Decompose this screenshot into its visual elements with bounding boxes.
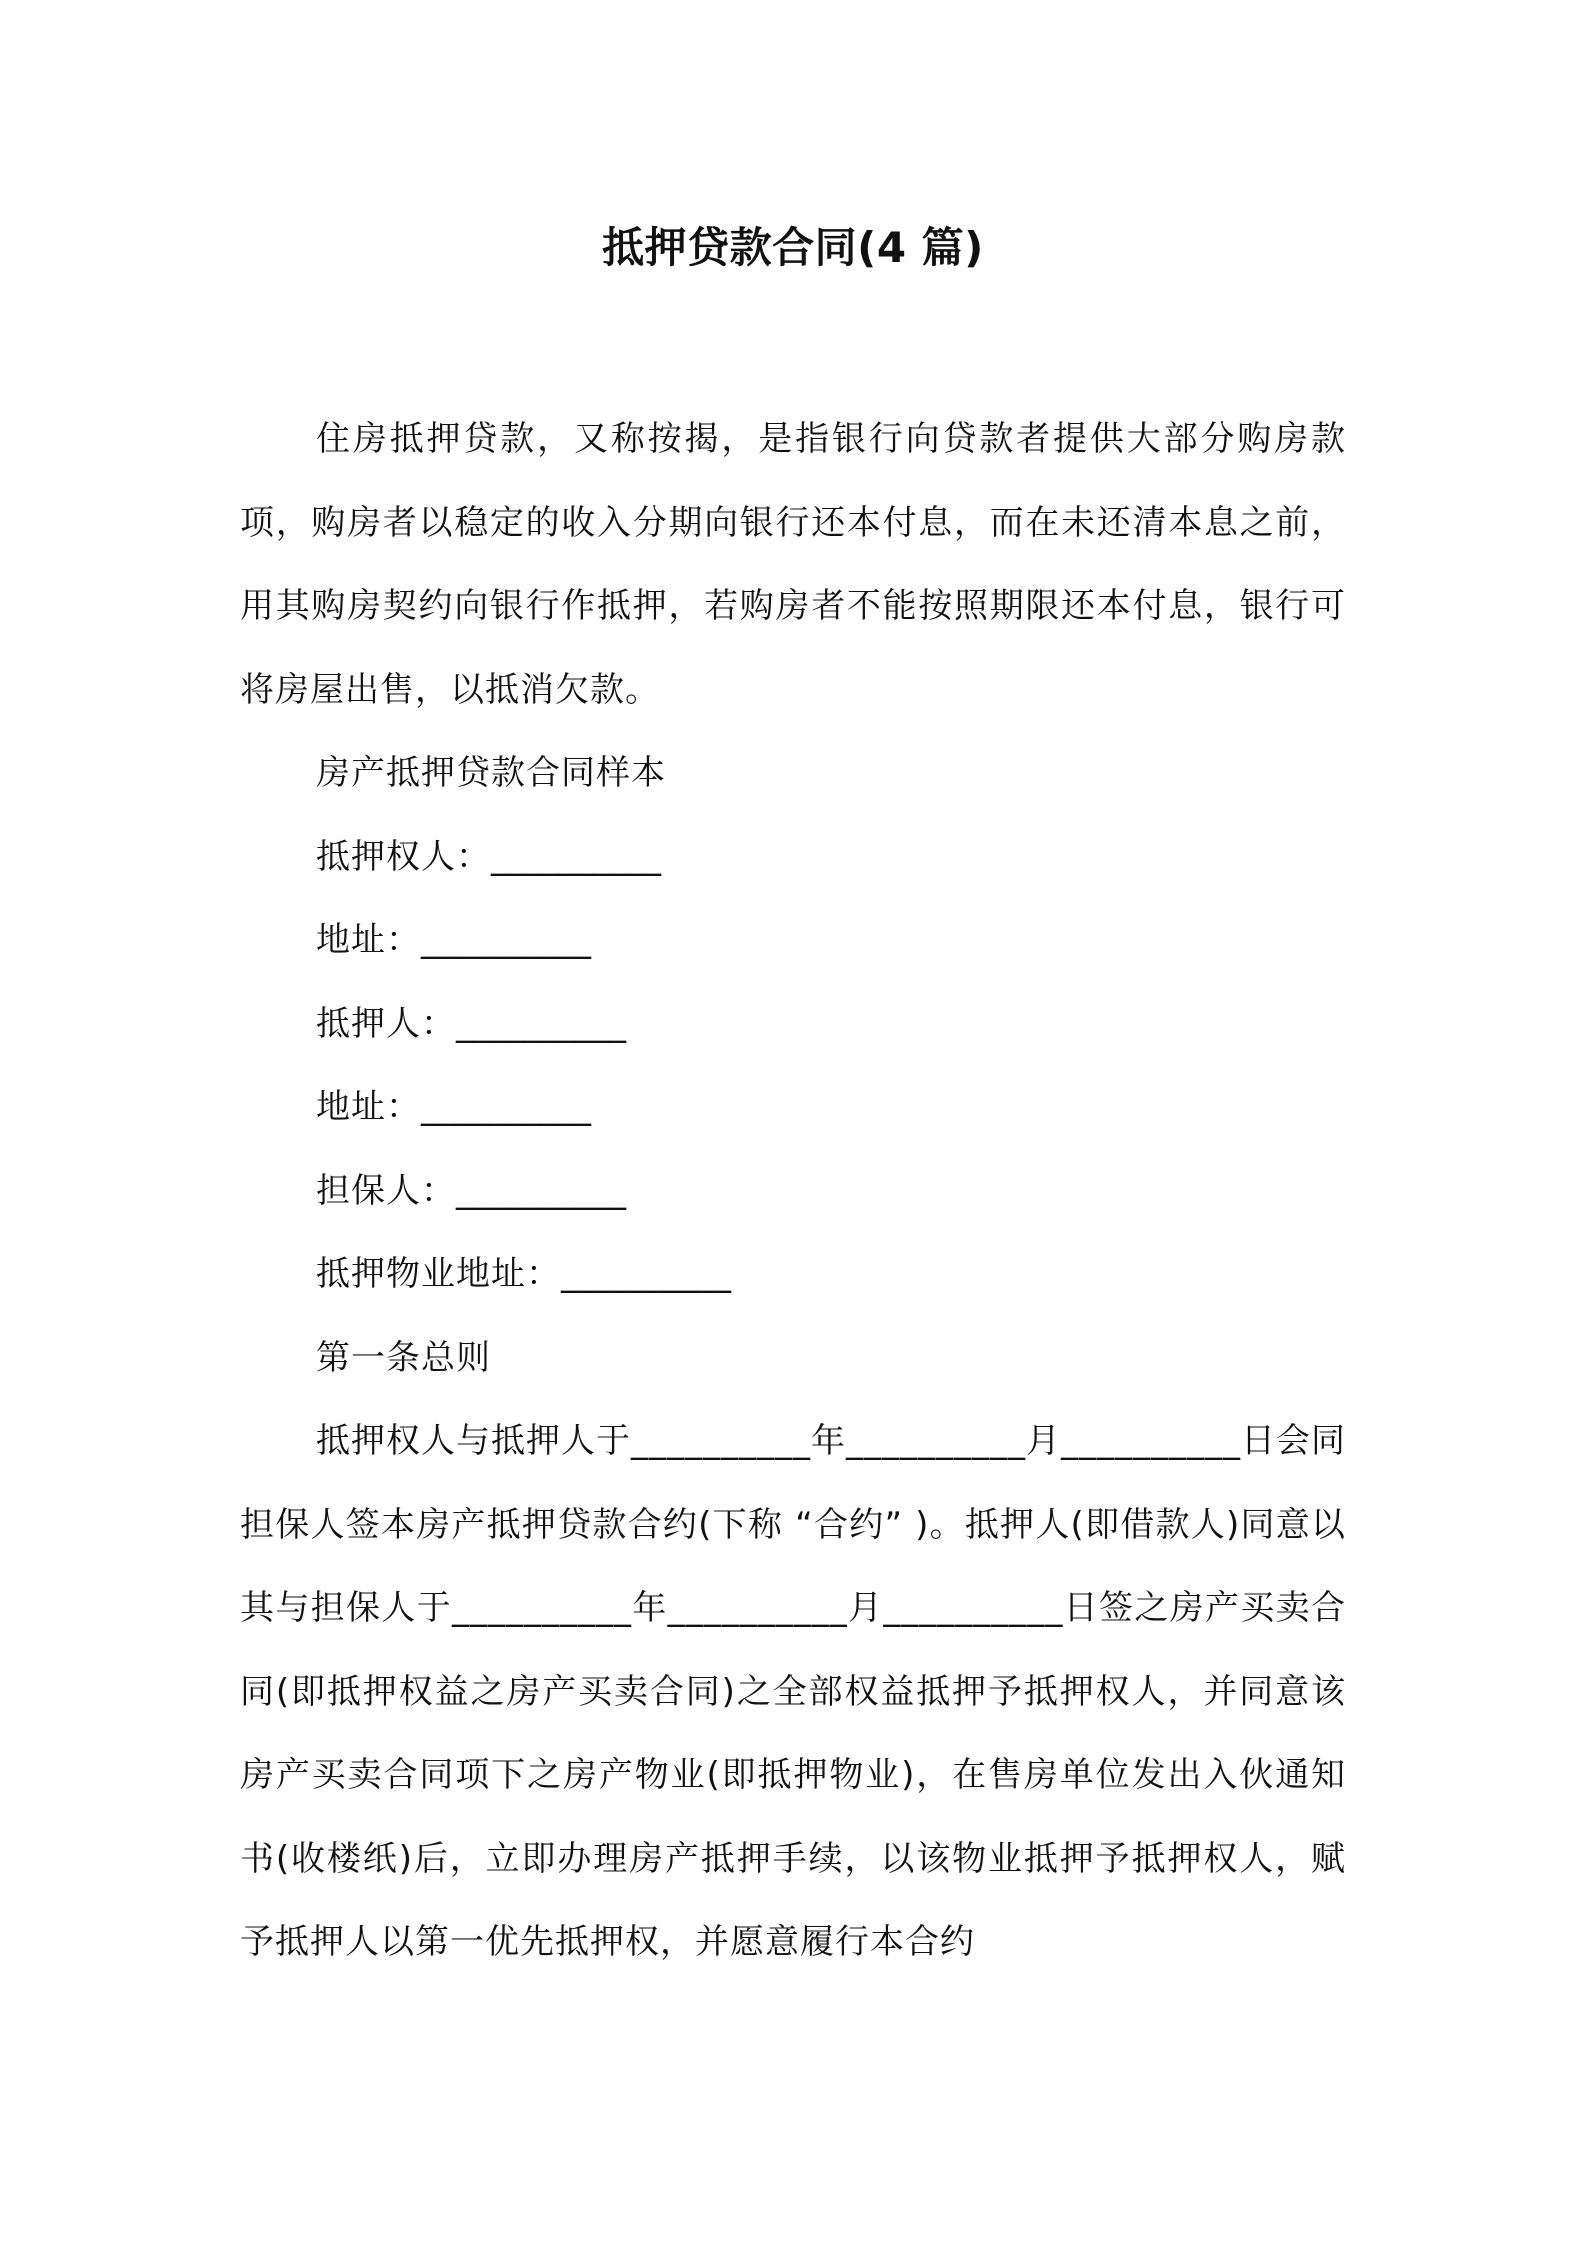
document-body [240, 398, 1346, 1985]
article-heading: 第一条总则 [316, 1337, 491, 1378]
document-title: 抵押贷款合同(4 篇) [602, 223, 984, 272]
field-label: 担保人： [316, 1170, 456, 1211]
field-mortgagor [240, 983, 1346, 1067]
field-guarantor [240, 1150, 1346, 1234]
field-mortgagee [240, 816, 1346, 900]
fill-blank: __________ [456, 1003, 626, 1044]
field-label: 抵押物业地址： [316, 1254, 561, 1294]
field-property-address [240, 1233, 1346, 1317]
sample-heading: 房产抵押贷款合同样本 [316, 753, 666, 793]
fill-blank: __________ [421, 920, 591, 960]
field-label: 地址： [316, 920, 421, 960]
fill-blank: __________ [421, 1087, 591, 1127]
field-mortgagee-address [240, 899, 1346, 983]
intro-paragraph: 住房抵押贷款，又称按揭，是指银行向贷款者提供大部分购房款项，购房者以稳定的收入分期向银行还本付息，而在未还清本息之前，用其购房契约向银行作抵押，若购房者不能按照期限还本付息，银行可将房屋出售，以抵消欠款。 [240, 419, 1346, 710]
fill-blank: __________ [561, 1254, 731, 1294]
fill-blank: __________ [456, 1170, 626, 1211]
fill-blank: __________ [491, 836, 661, 877]
field-mortgagor-address [240, 1066, 1346, 1150]
field-label: 抵押权人： [316, 836, 491, 877]
article-paragraph: 抵押权人与抵押人于__________年__________月__________日会同担保人签本房产抵押贷款合约(下称 “合约” )。抵押人(即借款人)同意以其与担保人于__________年__________月__________日签之房产买卖合同(即抵押权益之房产买卖合同)之全部权益抵押予抵押权人，并同意该房产买卖合同项下之房产物业(即抵押物业)，在售房单位发出入伙通知书(收楼纸)后，立即办理房产抵押手续，以该物业抵押予抵押权人，赋予抵押人以第一优先抵押权，并愿意履行本合约 [240, 1421, 1346, 1962]
field-label: 地址： [316, 1087, 421, 1127]
field-label: 抵押人： [316, 1003, 456, 1044]
